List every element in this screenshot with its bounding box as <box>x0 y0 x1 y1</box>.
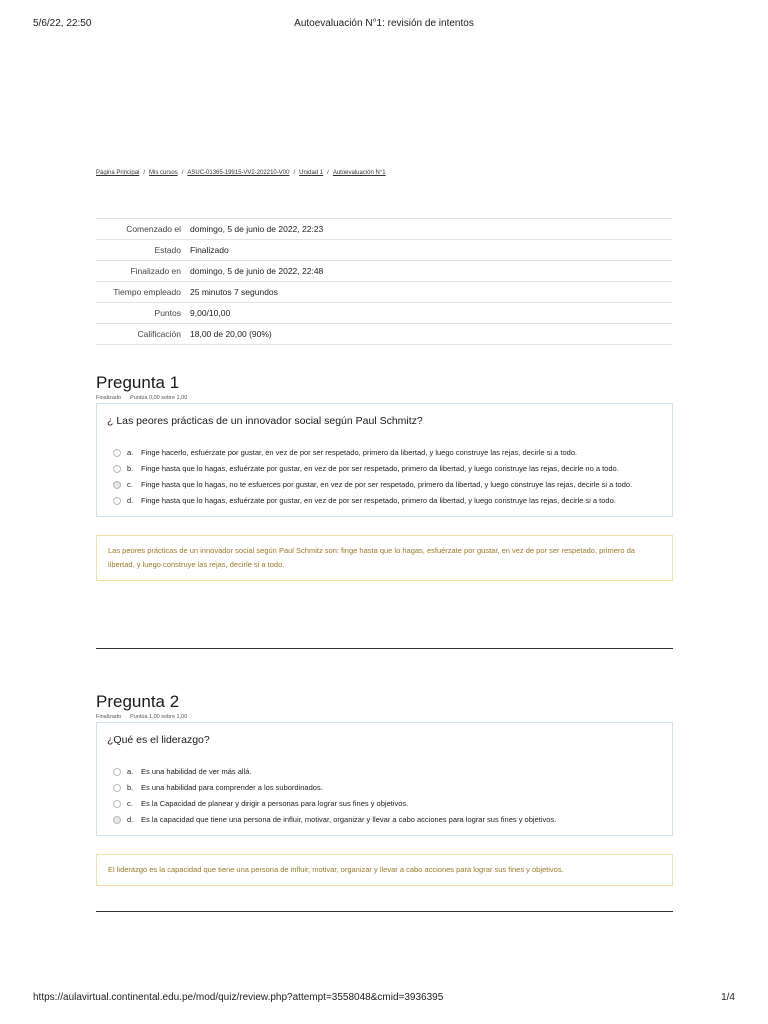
print-url: https://aulavirtual.continental.edu.pe/mod/quiz/review.php?attempt=3558048&cmid=3936395 <box>33 992 444 1003</box>
print-date: 5/6/22, 22:50 <box>33 18 92 29</box>
answer-option-d[interactable] <box>107 813 662 827</box>
answer-option-b[interactable] <box>107 781 662 795</box>
answer-letter: b. <box>127 464 134 473</box>
answer-letter: c. <box>127 480 133 489</box>
question-title: Pregunta 2 <box>96 692 180 711</box>
question-score: Puntúa 0,00 sobre 1,00 <box>130 395 188 401</box>
summary-value: 25 minutos 7 segundos <box>190 287 278 297</box>
answer-letter: d. <box>127 496 134 505</box>
question-2 <box>96 692 673 886</box>
answer-option-d[interactable] <box>107 494 662 508</box>
answer-text: Finge hasta que lo hagas, esfuérzate por gustar, en vez de por ser respetado, primero da libertad, y luego construye las rejas, decirle no a todo. <box>141 464 619 473</box>
breadcrumb: Página Principal / Mis cursos / ASUC-01365-19915-VV2-202210-V00 / Unidad 1 / Autoevaluación N°1 <box>96 170 386 176</box>
summary-label: Comenzado el <box>126 224 181 234</box>
answer-option-a[interactable] <box>107 765 662 779</box>
question-1 <box>96 373 673 581</box>
summary-label: Estado <box>154 245 181 255</box>
radio-button[interactable] <box>113 465 121 473</box>
answer-option-c[interactable] <box>107 478 662 492</box>
print-title: Autoevaluación N°1: revisión de intentos <box>294 18 474 29</box>
attempt-summary-table <box>96 218 672 345</box>
answer-letter: a. <box>127 448 134 457</box>
answer-option-b[interactable] <box>107 462 662 476</box>
answer-letter: a. <box>127 767 134 776</box>
summary-value: 18,00 de 20,00 (90%) <box>190 329 272 339</box>
question-status: Finalizado <box>96 395 122 401</box>
summary-row <box>96 240 672 261</box>
breadcrumb-unit[interactable]: Unidad 1 <box>299 170 324 176</box>
summary-value: Finalizado <box>190 245 229 255</box>
answer-text: Es una habilidad de ver más allá. <box>141 767 252 776</box>
general-feedback: El liderazgo es la capacidad que tiene una persona de influir, motivar, organizar y llevar a cabo acciones para lograr sus fines y objetivos. <box>96 854 673 886</box>
breadcrumb-my-courses[interactable]: Mis cursos <box>149 170 178 176</box>
breadcrumb-course[interactable]: ASUC-01365-19915-VV2-202210-V00 <box>187 170 290 176</box>
summary-value: domingo, 5 de junio de 2022, 22:23 <box>190 224 324 234</box>
question-text: ¿ Las peores prácticas de un innovador social según Paul Schmitz? <box>107 415 423 427</box>
answer-text: Es la Capacidad de planear y dirigir a personas para lograr sus fines y objetivos. <box>141 799 409 808</box>
answer-option-c[interactable] <box>107 797 662 811</box>
breadcrumb-quiz[interactable]: Autoevaluación N°1 <box>332 170 386 176</box>
general-feedback: Las peores prácticas de un innovador social según Paul Schmitz son: finge hasta que lo hagas, esfuérzate por gustar, en vez de por ser respetado, primero da libertad, y luego construye las rejas, decirle si a todo. <box>96 535 673 581</box>
question-meta <box>96 714 673 722</box>
print-header <box>33 18 735 32</box>
radio-button[interactable] <box>113 800 121 808</box>
radio-button[interactable] <box>113 497 121 505</box>
summary-label: Puntos <box>154 308 181 318</box>
question-text: ¿Qué es el liderazgo? <box>107 734 210 746</box>
summary-row <box>96 219 672 240</box>
summary-label: Tiempo empleado <box>113 287 181 297</box>
answer-option-a[interactable] <box>107 446 662 460</box>
question-divider <box>96 911 673 912</box>
summary-row <box>96 324 672 345</box>
question-box <box>96 403 673 517</box>
summary-label: Calificación <box>137 329 181 339</box>
question-divider <box>96 648 673 649</box>
summary-value: domingo, 5 de junio de 2022, 22:48 <box>190 266 324 276</box>
radio-button-selected[interactable] <box>113 481 121 489</box>
summary-value: 9,00/10,00 <box>190 308 231 318</box>
answer-text: Finge hasta que lo hagas, esfuérzate por gustar, en vez de por ser respetado, primero da libertad, y luego construye las rejas, decirle si a todo. <box>141 496 616 505</box>
summary-label: Finalizado en <box>130 266 181 276</box>
summary-row <box>96 282 672 303</box>
summary-row <box>96 261 672 282</box>
radio-button-selected[interactable] <box>113 816 121 824</box>
question-score: Puntúa 1,00 sobre 1,00 <box>130 714 188 720</box>
summary-row <box>96 303 672 324</box>
answer-text: Es la capacidad que tiene una persona de influir, motivar, organizar y llevar a cabo acciones para lograr sus fines y objetivos. <box>141 815 557 824</box>
answer-letter: b. <box>127 783 134 792</box>
print-page-count: 1/4 <box>721 992 735 1003</box>
question-title: Pregunta 1 <box>96 373 180 392</box>
radio-button[interactable] <box>113 449 121 457</box>
answer-text: Finge hacerlo, esfuérzate por gustar, en vez de por ser respetado, primero da libertad, y luego construye las rejas, decirle si a todo. <box>141 448 578 457</box>
radio-button[interactable] <box>113 784 121 792</box>
answer-text: Finge hasta que lo hagas, no te esfuerces por gustar, en vez de por ser respetado, primero da libertad, y luego construye las rejas, decirle si a todo. <box>141 480 633 489</box>
radio-button[interactable] <box>113 768 121 776</box>
answer-letter: d. <box>127 815 134 824</box>
answer-text: Es una habilidad para comprender a los subordinados. <box>141 783 323 792</box>
question-box <box>96 722 673 836</box>
question-meta <box>96 395 673 403</box>
answer-letter: c. <box>127 799 133 808</box>
print-footer <box>33 992 735 1006</box>
question-status: Finalizado <box>96 714 122 720</box>
breadcrumb-home[interactable]: Página Principal <box>96 170 140 176</box>
